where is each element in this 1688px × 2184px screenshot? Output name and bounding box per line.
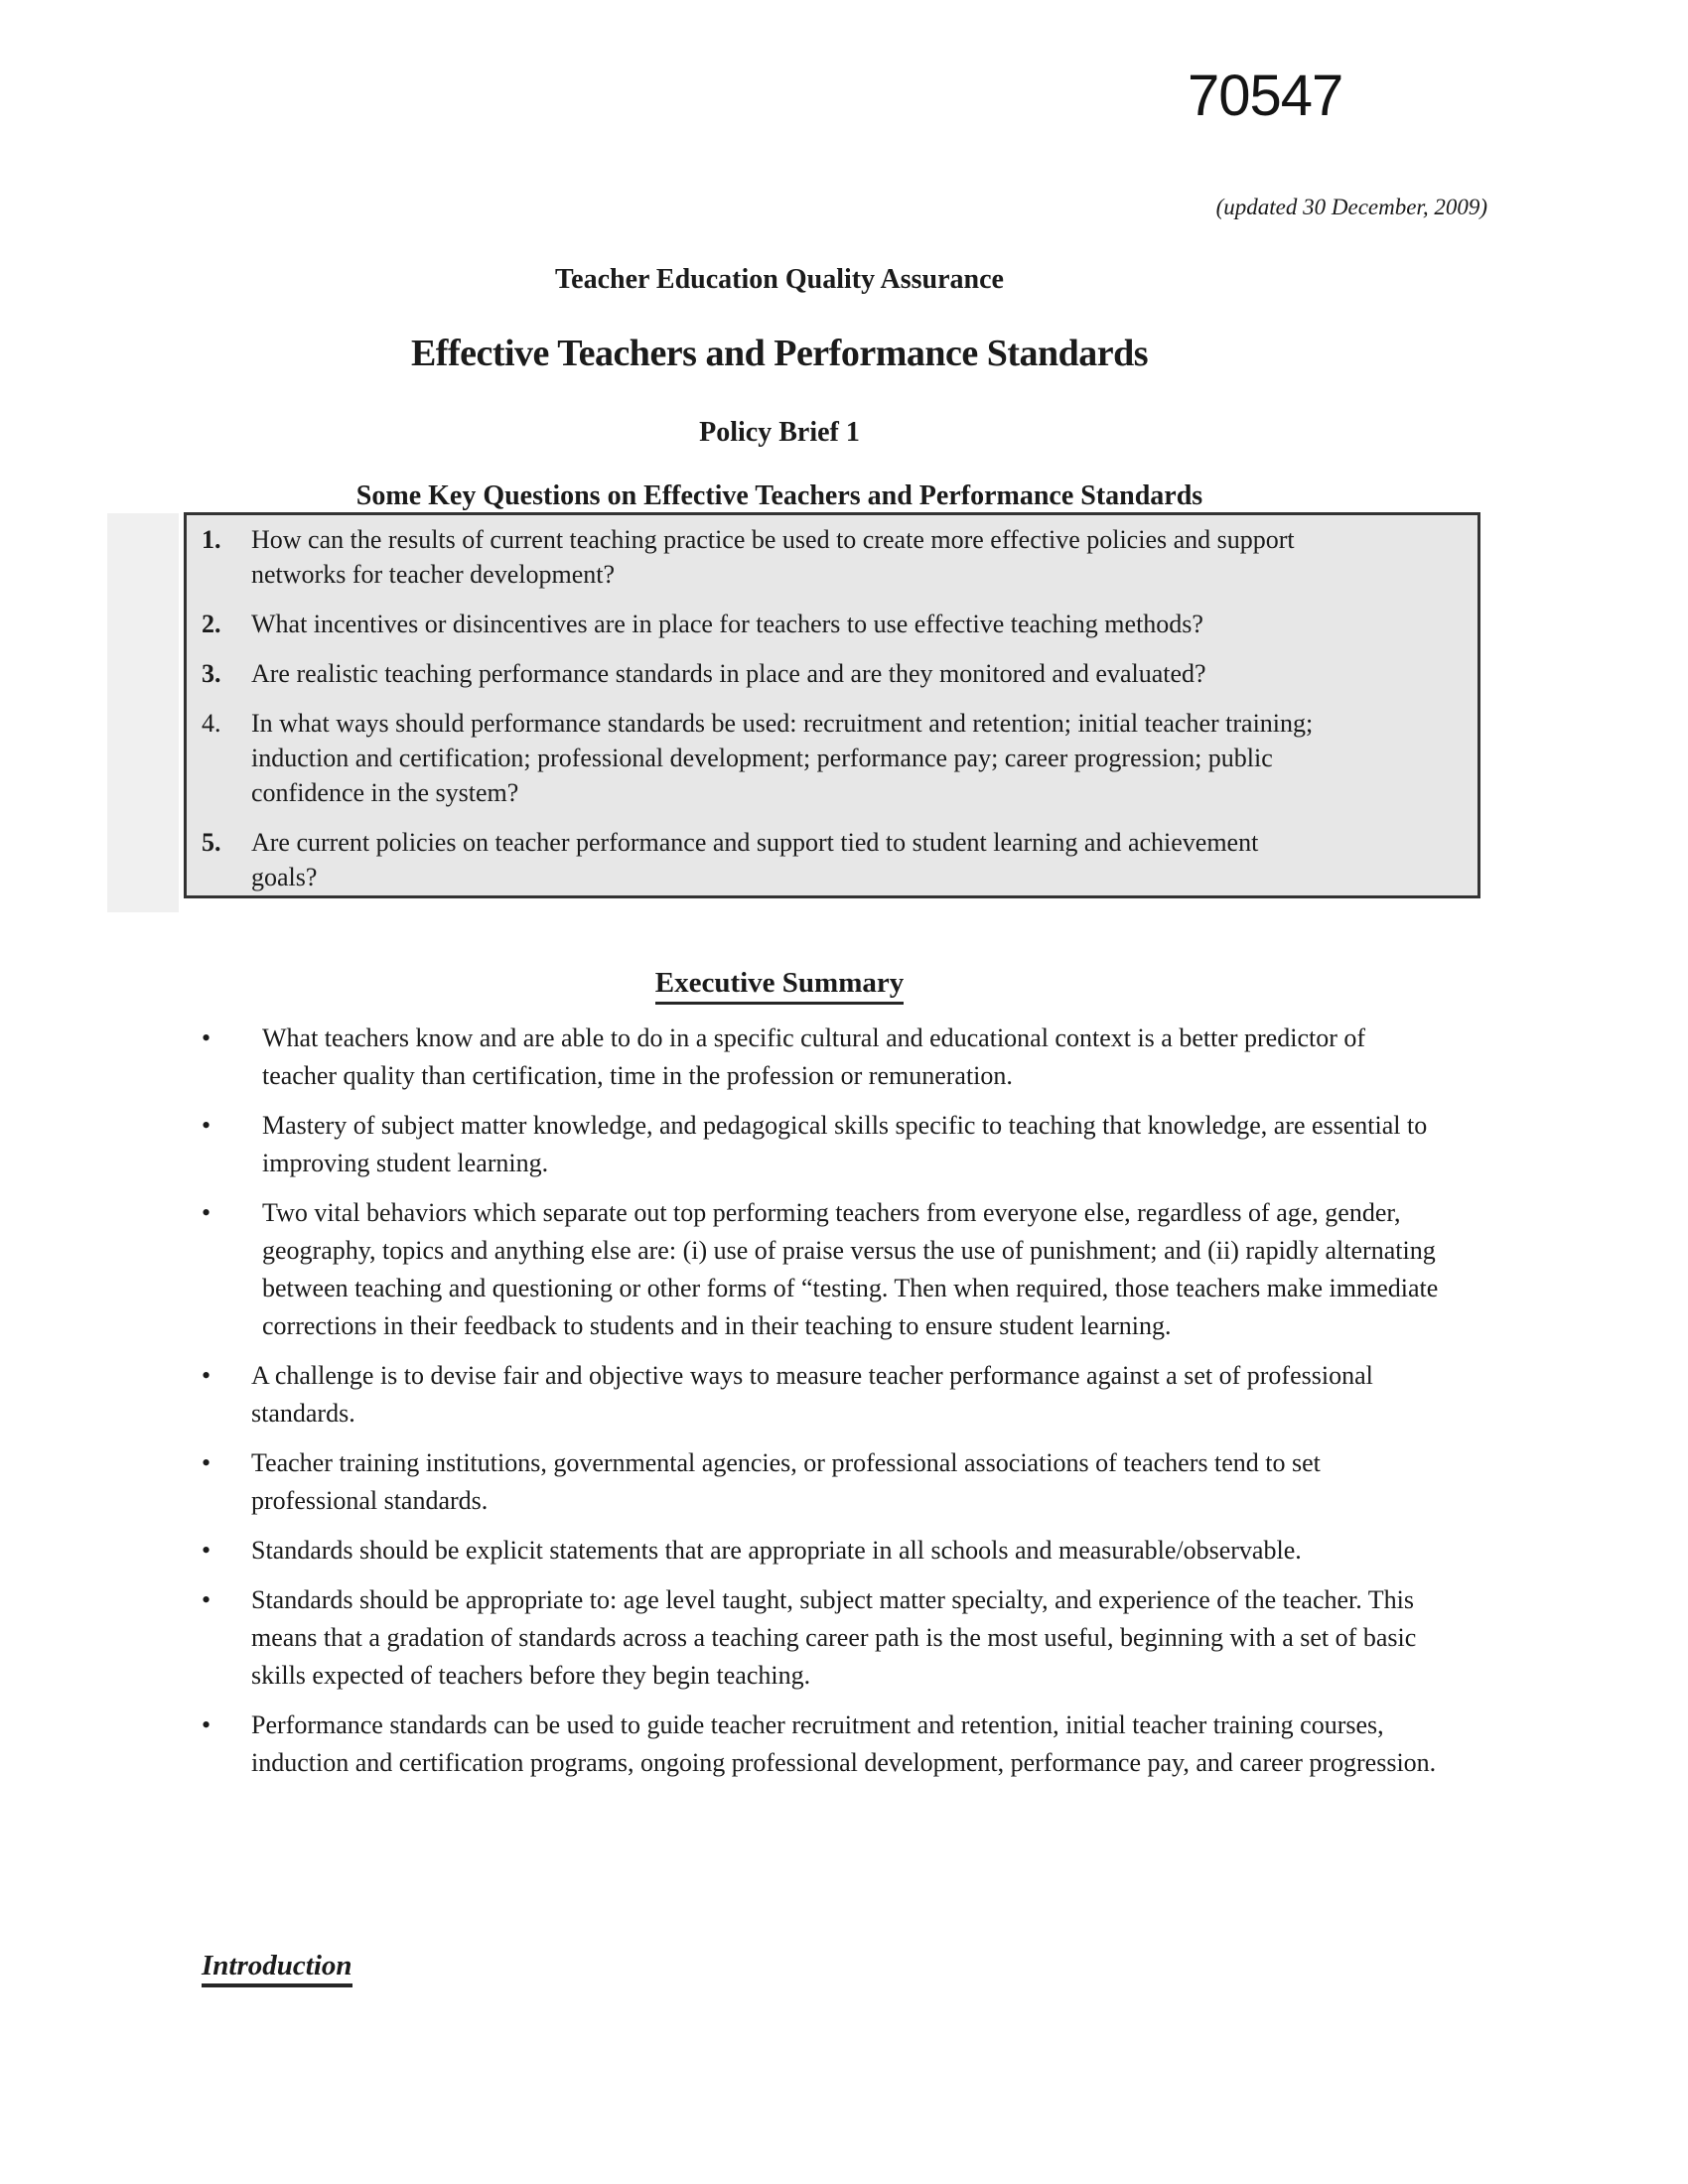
key-question-text: How can the results of current teaching practice be used to create more effective policies and support networks for teacher development? xyxy=(251,525,1295,589)
summary-bullet-text: What teachers know and are able to do in a specific cultural and educational context is a better predictor of teacher quality than certification, time in the profession or remuneration. xyxy=(262,1024,1366,1090)
bullet-icon: • xyxy=(202,1024,211,1052)
left-margin-strip xyxy=(107,513,179,912)
introduction-heading-row xyxy=(202,1950,352,1987)
summary-bullet-text: Performance standards can be used to guide teacher recruitment and retention, initial teacher training courses, induction and certification programs, ongoing professional development, performance pay, and career progression. xyxy=(251,1710,1437,1777)
bullet-icon: • xyxy=(202,1361,211,1390)
summary-bullet xyxy=(184,1706,1439,1782)
executive-summary-heading-row xyxy=(79,967,1479,1005)
key-question-text: What incentives or disincentives are in place for teachers to use effective teaching methods? xyxy=(251,610,1203,638)
summary-bullet xyxy=(184,1357,1439,1433)
summary-bullet-text: A challenge is to devise fair and objective ways to measure teacher performance against a set of professional standards. xyxy=(251,1361,1373,1428)
bullet-icon: • xyxy=(202,1448,211,1477)
summary-bullet-text: Two vital behaviors which separate out top performing teachers from everyone else, regardless of age, gender, geography, topics and anything else are: (i) use of praise versus the use of punishment; and (ii) rapidly alternating between teaching and questioning or other forms of “testing. Then when required, those teachers make immediate corrections in their feedback to students and in their teaching to ensure student learning. xyxy=(262,1198,1439,1340)
key-question-text: Are realistic teaching performance standards in place and are they monitored and evaluated? xyxy=(251,659,1206,688)
key-question-item xyxy=(187,607,1477,641)
bullet-icon: • xyxy=(202,1585,211,1614)
key-question-number: 1. xyxy=(202,525,221,554)
summary-bullet-text: Standards should be explicit statements that are appropriate in all schools and measurable/observable. xyxy=(251,1536,1302,1565)
executive-summary-list xyxy=(184,1020,1480,1794)
page-title: Effective Teachers and Performance Standards xyxy=(410,333,1149,374)
document-number: 70547 xyxy=(1188,64,1343,128)
summary-bullet xyxy=(184,1107,1439,1182)
policy-brief-label: Policy Brief 1 xyxy=(699,417,860,448)
summary-bullet xyxy=(184,1194,1439,1345)
key-question-item xyxy=(187,656,1477,691)
key-question-number: 3. xyxy=(202,659,221,688)
key-question-text: In what ways should performance standards be used: recruitment and retention; initial teacher training; induction and certification; professional development; performance pay; career progression; public confidence in the system? xyxy=(251,709,1314,807)
summary-bullet-text: Teacher training institutions, governmental agencies, or professional associations of teachers tend to set professional standards. xyxy=(251,1448,1321,1515)
summary-bullet-text: Standards should be appropriate to: age level taught, subject matter specialty, and experience of the teacher. This means that a gradation of standards across a teaching career path is the most useful, beginning with a set of basic skills expected of teachers before they begin teaching. xyxy=(251,1585,1417,1690)
program-title: Teacher Education Quality Assurance xyxy=(555,264,1004,295)
summary-bullet xyxy=(184,1532,1439,1570)
executive-summary-heading: Executive Summary xyxy=(655,967,905,1005)
key-questions-heading: Some Key Questions on Effective Teachers and Performance Standards xyxy=(356,480,1202,517)
updated-date-note: (updated 30 December, 2009) xyxy=(1215,195,1487,219)
bullet-icon: • xyxy=(202,1111,211,1140)
key-question-item xyxy=(187,706,1477,810)
introduction-heading: Introduction xyxy=(202,1950,352,1987)
summary-bullet xyxy=(184,1020,1439,1095)
key-question-text: Are current policies on teacher performance and support tied to student learning and achievement goals? xyxy=(251,828,1259,891)
summary-bullet-text: Mastery of subject matter knowledge, and pedagogical skills specific to teaching that knowledge, are essential to improving student learning. xyxy=(262,1111,1428,1177)
summary-bullet xyxy=(184,1581,1439,1695)
bullet-icon: • xyxy=(202,1198,211,1227)
key-question-number: 2. xyxy=(202,610,221,638)
bullet-icon: • xyxy=(202,1536,211,1565)
key-question-number: 5. xyxy=(202,828,221,857)
key-questions-box xyxy=(184,512,1480,898)
key-question-item xyxy=(187,825,1477,894)
key-question-number: 4. xyxy=(202,709,221,738)
key-question-item xyxy=(187,522,1477,592)
bullet-icon: • xyxy=(202,1710,211,1739)
summary-bullet xyxy=(184,1444,1439,1520)
